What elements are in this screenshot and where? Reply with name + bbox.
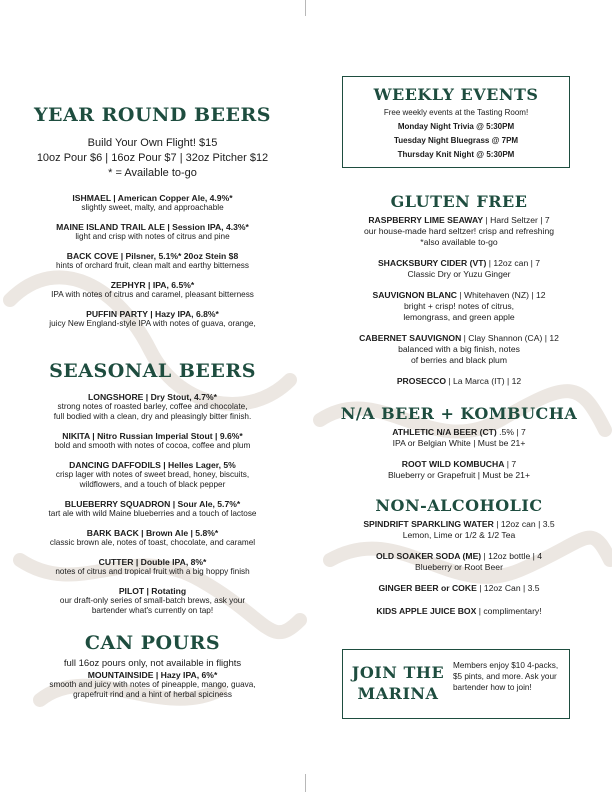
non-alcoholic-section	[306, 496, 612, 627]
year-round-list	[0, 193, 305, 329]
list-item: GINGER BEER or COKE | 12oz Can | 3.5	[378, 583, 540, 593]
list-item: OLD SOAKER SODA (ME) | 12oz bottle | 4 Blueberry or Root Beer	[375, 551, 543, 572]
list-item: BLUEBERRY SQUADRON | Sour Ale, 5.7%* tart ale with wild Maine blueberries and a touch of lactose	[48, 499, 257, 518]
list-item: BARK BACK | Brown Ale | 5.8%* classic brown ale, notes of toast, chocolate, and caramel	[49, 528, 256, 547]
list-item: SAUVIGNON BLANC | Whitehaven (NZ) | 12 bright + crisp! notes of citrus, lemongrass, and green apple	[372, 290, 546, 322]
gluten-free-section	[306, 192, 612, 397]
list-item: RASPBERRY LIME SEAWAY | Hard Seltzer | 7 our house-made hard seltzer! crisp and refreshing *also available to-go	[363, 215, 555, 247]
year-round-intro	[0, 136, 305, 181]
list-item: SPINDRIFT SPARKLING WATER | 12oz can | 3.5 Lemon, Lime or 1/2 & 1/2 Tea	[363, 519, 555, 540]
event-line: Monday Night Trivia @ 5:30PM	[397, 122, 515, 131]
to-go-note: * = Available to-go	[108, 167, 197, 179]
gluten-free-list	[306, 215, 612, 387]
can-pours-intro: full 16oz pours only, not available in flights	[63, 658, 242, 669]
list-item: DANCING DAFFODILS | Helles Lager, 5% crisp lager with notes of sweet bread, honey, biscuits, wildflowers, and a touch of black pepper	[55, 460, 250, 489]
seasonal-list	[0, 392, 305, 616]
join-title: JOIN THE MARINA	[351, 663, 445, 703]
weekly-events-title: WEEKLY EVENTS	[373, 85, 539, 104]
list-item: PILOT | Rotating our draft-only series of small-batch brews, ask your bartender what's currently on tap!	[59, 586, 246, 615]
list-item: NIKITA | Nitro Russian Imperial Stout | 9.6%* bold and smooth with notes of cocoa, coffee and plum	[54, 431, 251, 450]
year-round-section	[0, 104, 305, 338]
gluten-free-title: GLUTEN FREE	[390, 192, 528, 211]
event-line: Tuesday Night Bluegrass @ 7PM	[393, 136, 519, 145]
can-pours-title: CAN POURS	[84, 632, 221, 654]
join-marina-box	[342, 649, 570, 719]
flight-text: Build Your Own Flight! $15	[87, 137, 218, 149]
non-alcoholic-list	[306, 519, 612, 617]
join-description: Members enjoy $10 4-packs, $5 pints, and more. Ask your bartender how to join!	[453, 661, 559, 692]
fold-line-top	[305, 0, 306, 16]
list-item: CABERNET SAUVIGNON | Clay Shannon (CA) | 12 balanced with a big finish, notes of berries and black plum	[359, 333, 559, 365]
non-alcoholic-title: NON-ALCOHOLIC	[375, 496, 543, 515]
na-beer-title: N/A BEER + KOMBUCHA	[340, 404, 578, 423]
seasonal-section	[0, 360, 305, 625]
list-item: MOUNTAINSIDE | Hazy IPA, 6%* smooth and juicy with notes of pineapple, mango, guava, grapefruit rind and a hint of herbal spiciness	[49, 670, 256, 699]
weekly-events-box	[342, 76, 570, 168]
list-item: KIDS APPLE JUICE BOX | complimentary!	[376, 606, 542, 616]
na-beer-section	[306, 404, 612, 491]
list-item: BACK COVE | Pilsner, 5.1%* 20oz Stein $8 hints of orchard fruit, clean malt and earthy bitterness	[56, 251, 249, 270]
na-beer-list	[306, 427, 612, 481]
list-item: ISHMAEL | American Copper Ale, 4.9%* slightly sweet, malty, and approachable	[72, 193, 233, 212]
list-item: ROOT WILD KOMBUCHA | 7 Blueberry or Grapefruit | Must be 21+	[388, 459, 530, 480]
event-line: Thursday Knit Night @ 5:30PM	[397, 150, 515, 159]
pour-prices: 10oz Pour $6 | 16oz Pour $7 | 32oz Pitcher $12	[36, 152, 269, 164]
weekly-events-subtitle: Free weekly events at the Tasting Room!	[383, 108, 529, 117]
list-item: ZEPHYR | IPA, 6.5%* IPA with notes of citrus and caramel, pleasant bitterness	[51, 280, 254, 299]
list-item: CUTTER | Double IPA, 8%* notes of citrus and tropical fruit with a big hoppy finish	[55, 557, 250, 576]
list-item: MAINE ISLAND TRAIL ALE | Session IPA, 4.3%* light and crisp with notes of citrus and pine	[56, 222, 249, 241]
list-item: SHACKSBURY CIDER (VT) | 12oz can | 7 Classic Dry or Yuzu Ginger	[377, 258, 541, 279]
list-item: LONGSHORE | Dry Stout, 4.7%* strong notes of roasted barley, coffee and chocolate, full bodied with a clean, dry and pleasingly bitter finish.	[53, 392, 252, 421]
list-item: PUFFIN PARTY | Hazy IPA, 6.8%* juicy New England-style IPA with notes of guava, orange,	[49, 309, 256, 328]
year-round-title: YEAR ROUND BEERS	[33, 104, 272, 126]
list-item: ATHLETIC N/A BEER (CT) .5% | 7 IPA or Belgian White | Must be 21+	[392, 427, 526, 448]
seasonal-title: SEASONAL BEERS	[49, 360, 256, 382]
list-item: PROSECCO | La Marca (IT) | 12	[396, 376, 522, 386]
fold-line-bottom	[305, 774, 306, 792]
can-pours-section	[0, 632, 305, 709]
